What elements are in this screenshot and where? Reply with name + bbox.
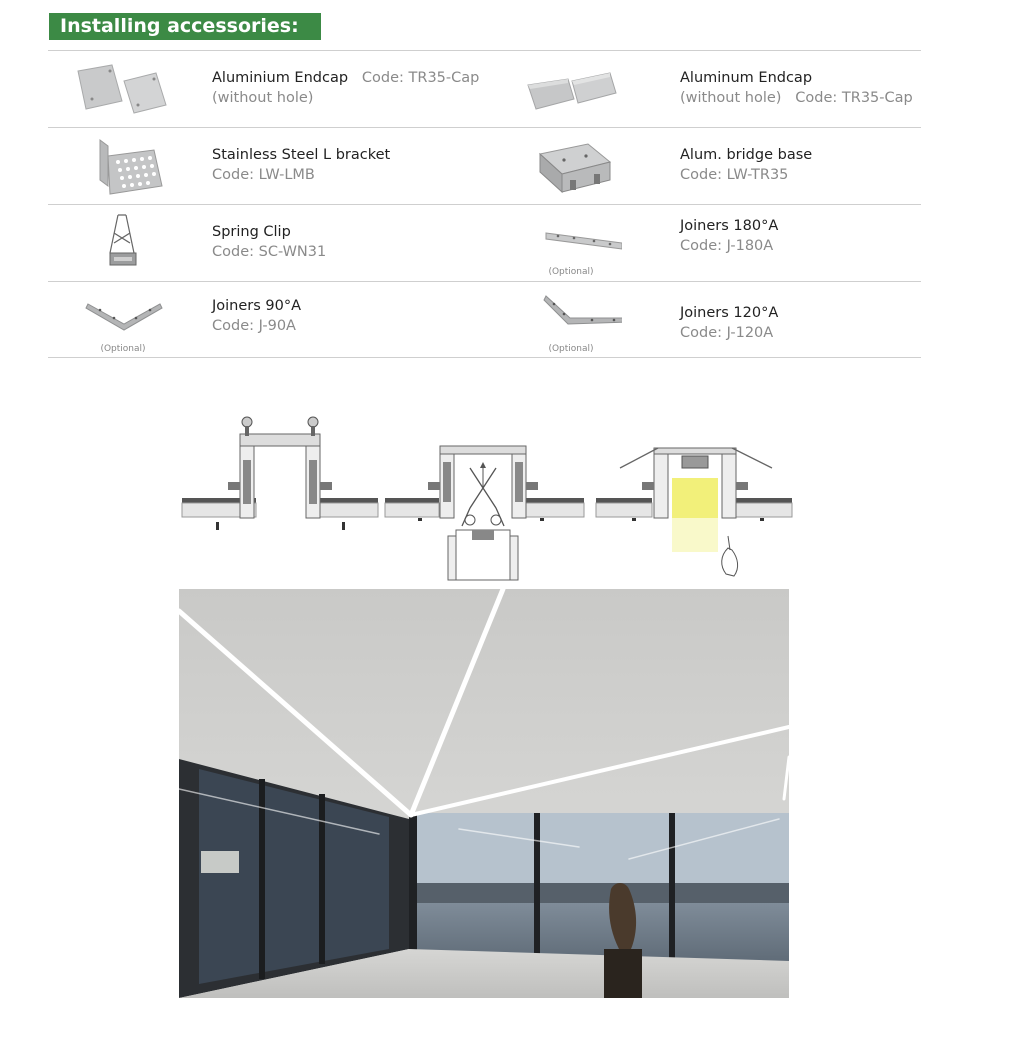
installation-diagram	[180, 408, 794, 583]
accessories-table	[48, 50, 921, 358]
accessory-name: Joiners 90°A	[212, 298, 302, 314]
accessory-spring-clip	[48, 205, 484, 281]
accessory-name: Aluminum Endcap	[680, 70, 813, 86]
l-bracket-image	[70, 136, 174, 196]
accessory-name: Joiners 180°A	[680, 218, 779, 234]
accessory-code: Code: SC-WN31	[212, 244, 327, 260]
optional-label: (Optional)	[100, 344, 146, 354]
accessory-note: (without hole)	[212, 90, 314, 106]
accessory-code: Code: J-120A	[680, 325, 774, 341]
accessory-aluminium-endcap	[48, 51, 484, 127]
table-row	[48, 50, 921, 127]
accessory-code: Code: TR35-Cap	[361, 70, 480, 86]
accessory-name: Joiners 120°A	[680, 305, 779, 321]
accessory-l-bracket	[48, 128, 484, 204]
table-row	[48, 204, 921, 281]
installation-step-3	[596, 448, 792, 576]
accessory-joiner-90	[48, 282, 484, 358]
joiner-90-image	[70, 290, 174, 350]
installation-photo	[179, 589, 789, 998]
accessory-name: Alum. bridge base	[680, 147, 813, 163]
accessory-code: Code: LW-TR35	[680, 167, 789, 183]
accessory-code: Code: J-90A	[212, 318, 296, 334]
spring-clip-image	[70, 213, 174, 273]
accessory-code: Code: LW-LMB	[212, 167, 315, 183]
accessory-name: Stainless Steel L bracket	[212, 147, 391, 163]
accessory-bridge-base	[518, 128, 954, 204]
aluminium-endcap-image	[70, 59, 174, 119]
accessory-name: Spring Clip	[212, 224, 291, 240]
accessory-aluminum-endcap	[518, 51, 954, 127]
accessory-joiner-180	[518, 205, 954, 281]
table-row	[48, 127, 921, 204]
section-title: Installing accessories:	[49, 13, 321, 40]
bridge-base-image	[518, 136, 622, 196]
installation-step-2	[385, 446, 584, 580]
joiner-180-image	[518, 213, 622, 273]
accessory-code: Code: J-180A	[680, 238, 774, 254]
aluminum-endcap-image	[518, 59, 622, 119]
installation-step-1	[182, 417, 378, 530]
optional-label: (Optional)	[548, 344, 594, 354]
accessory-joiner-120	[518, 282, 954, 358]
accessory-name: Aluminium Endcap	[212, 70, 349, 86]
table-row	[48, 281, 921, 358]
joiner-120-image	[518, 290, 622, 350]
accessory-note: (without hole)	[680, 90, 782, 106]
optional-label: (Optional)	[548, 267, 594, 277]
accessory-code: Code: TR35-Cap	[795, 90, 913, 106]
